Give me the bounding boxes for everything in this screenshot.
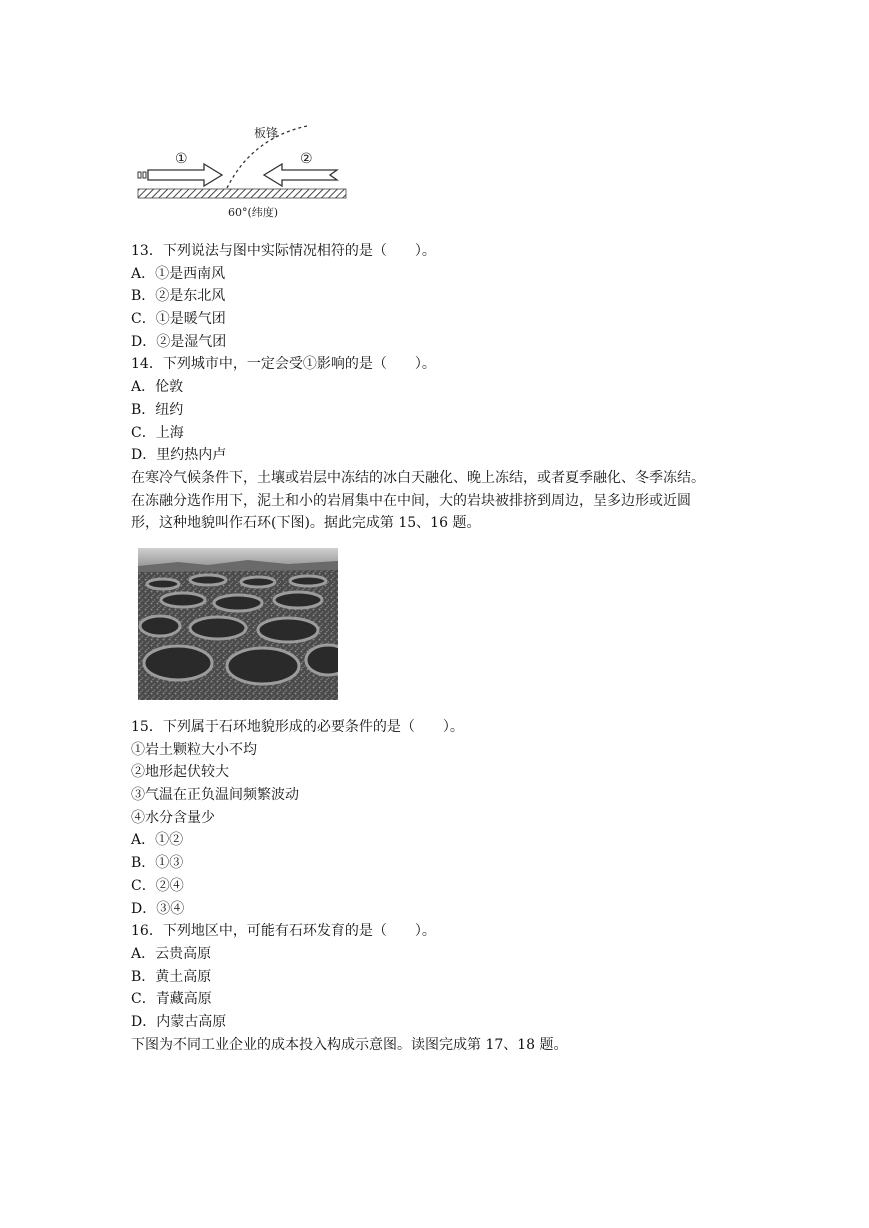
tail-line: 下图为不同工业企业的成本投入构成示意图。读图完成第 17、18 题。 bbox=[131, 1036, 568, 1053]
q14-option-b: B．纽约 bbox=[131, 401, 184, 418]
q14-stem: 14．下列城市中，一定会受①影响的是（ ）。 bbox=[131, 356, 436, 373]
q14-option-c: C．上海 bbox=[131, 424, 184, 441]
q15-option-c: C．②④ bbox=[131, 877, 184, 894]
q15-condition-4: ④水分含量少 bbox=[131, 809, 215, 826]
q14-option-a: A．伦敦 bbox=[131, 379, 184, 396]
q16-option-a: A．云贵高原 bbox=[131, 945, 212, 962]
questions-block-2 bbox=[131, 716, 831, 1056]
q15-condition-3: ③气温在正负温间频繁波动 bbox=[131, 787, 299, 804]
front-diagram bbox=[132, 118, 352, 228]
q13-option-b: B．②是东北风 bbox=[131, 288, 226, 305]
q15-option-a: A．①② bbox=[131, 832, 184, 849]
questions-block-1 bbox=[131, 240, 831, 535]
passage-line-3: 形，这种地貌叫作石环(下图)。据此完成第 15、16 题。 bbox=[131, 515, 481, 532]
q15-option-d: D．③④ bbox=[131, 900, 185, 917]
stone-ring-photo bbox=[138, 548, 338, 700]
arrow-1-label: ① bbox=[175, 151, 188, 167]
q16-option-d: D．内蒙古高原 bbox=[131, 1013, 227, 1030]
q13-stem: 13．下列说法与图中实际情况相符的是（ ）。 bbox=[131, 243, 436, 259]
q13-option-c: C．①是暖气团 bbox=[131, 311, 226, 328]
q13-option-d: D．②是湿气团 bbox=[131, 333, 227, 350]
front-label: 锋 bbox=[266, 126, 279, 140]
arrow-2-shape bbox=[264, 164, 337, 186]
q15-condition-1: ①岩土颗粒大小不均 bbox=[131, 741, 257, 758]
passage-line-1: 在寒冷气候条件下，土壤或岩层中冻结的冰白天融化、晚上冻结，或者夏季融化、冬季冻结。 bbox=[131, 469, 705, 486]
q16-option-b: B．黄土高原 bbox=[131, 968, 212, 985]
q16-option-c: C．青藏高原 bbox=[131, 991, 212, 1008]
arrow-2-label: ② bbox=[300, 151, 313, 167]
q13-option-a: A．①是西南风 bbox=[131, 265, 226, 282]
q15-condition-2: ②地形起伏较大 bbox=[131, 764, 229, 781]
ground-hatch bbox=[138, 189, 346, 198]
axis-label: 60°(纬度) bbox=[228, 206, 279, 219]
front-label-prefix: 板 bbox=[254, 126, 267, 140]
q14-option-d: D．里约热内卢 bbox=[131, 447, 227, 464]
q15-stem: 15．下列属于石环地貌形成的必要条件的是（ ）。 bbox=[131, 719, 464, 735]
arrow-1-shape bbox=[148, 164, 222, 186]
passage-line-2: 在冻融分选作用下，泥土和小的岩屑集中在中间，大的岩块被排挤到周边，呈多边形或近圆 bbox=[131, 492, 691, 509]
q15-option-b: B．①③ bbox=[131, 855, 184, 872]
q16-stem: 16．下列地区中，可能有石环发育的是（ ）。 bbox=[131, 923, 436, 940]
